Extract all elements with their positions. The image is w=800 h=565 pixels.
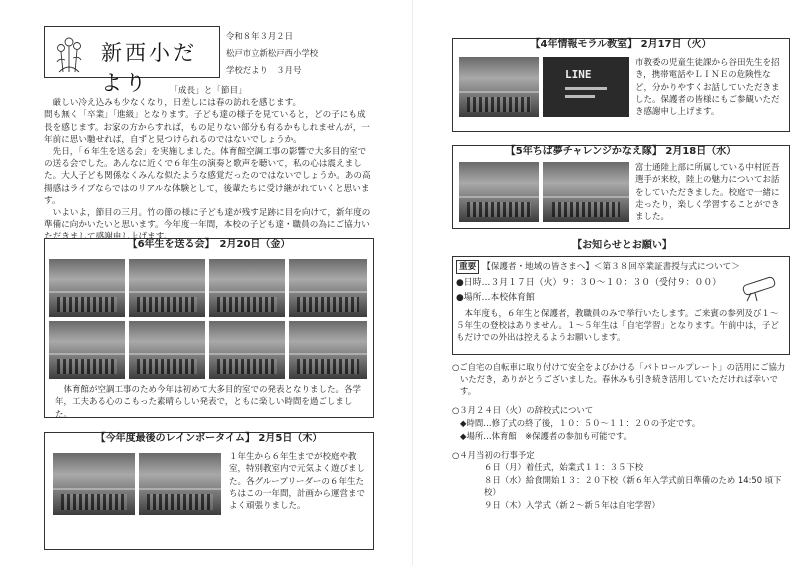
april-schedule-heading: ○４月当初の行事予定 bbox=[452, 449, 535, 460]
rainbow-photo bbox=[139, 453, 221, 515]
intro-paragraph: 先日，「６年生を送る会」を実施しました。体育館空調工事の影響で大多目的室での送る会でした。あんなに近くで６年生の演奏と歌声を聴いて，私の心は震えました。大人子ども関係なくみんな似たような感覚だったのではないでしょうか。あの高揚感はライブならではのリアルな体験として，後輩たちに受け継がれていくと思います。 bbox=[44, 147, 371, 206]
send-off-photo bbox=[129, 321, 205, 379]
challenge-caption: 富士通陸上部に所属している中村匠吾選手が来校，陸上の魅力についてお話をしていただきました。校庭で一緒に走ったり，楽しく学習することができました。 bbox=[635, 163, 780, 223]
info-moral-screen-text: LINE bbox=[565, 68, 592, 81]
intro-section bbox=[44, 85, 372, 244]
send-off-photo bbox=[289, 321, 367, 379]
graduation-heading-row bbox=[456, 260, 786, 274]
screen-line bbox=[565, 95, 595, 98]
intro-paragraph: 間も無く「卒業」「進級」となります。子ども達の様子を見ていると，どの子にも成長を感じます。お家の方からすれば，もの足りない部分も有るかもしれませんが，一年前に思い馳せれば，自ずと見つけられるのではないでしょうか。 bbox=[44, 110, 370, 145]
send-off-photo bbox=[129, 259, 205, 317]
newsletter-meta bbox=[226, 28, 318, 79]
info-moral-section bbox=[452, 38, 790, 132]
rainbow-photo bbox=[53, 453, 135, 515]
send-off-title: 【6年生を送る会】 2月20日（金） bbox=[127, 239, 291, 250]
issue-number: 学校だより ３月号 bbox=[226, 65, 302, 75]
april-schedule-item: ６日（月）着任式，始業式１１：３５下校 bbox=[484, 462, 644, 473]
info-moral-photo bbox=[459, 57, 539, 117]
intro-paragraph: 厳しい冷え込みも少なくなり，日差しには春の訪れを感じます。 bbox=[52, 98, 302, 109]
notices-list bbox=[452, 362, 790, 513]
challenge-photo bbox=[459, 162, 539, 222]
challenge-title: 【5年ちば夢チャレンジかなえ隊】 2月18日（水） bbox=[505, 146, 737, 157]
closing-ceremony-place: ◆場所…体育館 ※保護者の参加も可能です。 bbox=[460, 430, 632, 441]
rainbow-title: 【今年度最後のレインボータイム】 2月5日（木） bbox=[95, 433, 323, 444]
graduation-heading: 【保護者・地域の皆さまへ】＜第３８回卒業証書授与式について＞ bbox=[482, 262, 740, 272]
important-tag: 重要 bbox=[456, 260, 479, 274]
diploma-icon bbox=[739, 275, 781, 303]
intro-paragraph: いよいよ，節目の三月。竹の節の様に子ども達が残す足跡に目を向けて，新年度の準備に向かいたいと思います。今年度一年間，本校の子ども達・職員の為にご協力い bbox=[44, 208, 371, 231]
newsletter-title: 新西小だより bbox=[101, 41, 197, 95]
closing-ceremony-time: ◆時間…修了式の終了後，１０：５０～１１：２０の予定です。 bbox=[460, 417, 701, 428]
graduation-body: 本年度も，６年生と保護者，教職員のみで挙行いたします。ご来賓の参列及び１～５年生の登校はありません。１～５年生は「自宅学習」となります。午前中は，子どもだけでの外出は控えるようお願いします。 bbox=[456, 309, 779, 344]
info-moral-caption: 市教委の児童生徒課から谷田先生を招き，携帯電話やＬＩＮＥの危険性など，分かりやすくお話していただきました。保護者の皆様にもご参観いただき感謝申し上げます。 bbox=[635, 58, 780, 118]
graduation-notice bbox=[452, 256, 790, 355]
right-page bbox=[452, 0, 792, 565]
send-off-photo bbox=[289, 259, 367, 317]
april-schedule-item: ９日（木）入学式（新２～新５年は自宅学習） bbox=[484, 500, 660, 511]
rainbow-section bbox=[44, 432, 374, 550]
page-fold bbox=[412, 0, 413, 565]
info-moral-title: 【4年情報モラル教室】 2月17日（火） bbox=[530, 39, 712, 50]
challenge-section bbox=[452, 145, 790, 229]
flower-icon bbox=[53, 32, 85, 74]
notices-title: 【お知らせとお願い】 bbox=[572, 240, 672, 251]
rainbow-caption: １年生から６年生までが校庭や教室，特別教室内で元気よく遊びました。各グループリーダーの６年生たちはこの一年間，計画から運営までよく頑張りました。 bbox=[229, 452, 366, 512]
info-moral-screen-photo bbox=[543, 57, 629, 117]
send-off-photo bbox=[209, 321, 285, 379]
send-off-section bbox=[44, 238, 374, 418]
send-off-photo bbox=[49, 259, 125, 317]
challenge-photo bbox=[543, 162, 629, 222]
graduation-place: ●場所…本校体育館 bbox=[456, 293, 535, 303]
patrol-plate-notice: ○ご自宅の自転車に取り付けて安全をよびかける「パトロールプレート」の活用にご協力いただき，ありがとうございました。春休みも引き続き活用していただければ幸いです。 bbox=[452, 362, 786, 396]
left-page bbox=[40, 0, 372, 565]
send-off-caption: 体育館が空調工事のため今年は初めて大多目的室での発表となりました。各学年，工夫ある心のこもった素晴らしい発表で，ともに楽しい時間を過ごしました。 bbox=[55, 385, 362, 420]
issue-date: 令和８年３月２日 bbox=[226, 31, 293, 41]
send-off-photo bbox=[209, 259, 285, 317]
screen-line bbox=[565, 87, 607, 90]
school-name: 松戸市立新松戸西小学校 bbox=[226, 48, 319, 58]
intro-heading: 「成長」と「節目」 bbox=[169, 86, 247, 96]
graduation-datetime: ●日時…３月１７日（火）９：３０～１０：３０（受付９：００） bbox=[456, 278, 722, 288]
closing-ceremony-heading: ○３月２４日（火）の辞校式について bbox=[452, 404, 594, 415]
april-schedule-item: ８日（水）給食開始１３：２０下校（新６年入学式前日準備のため 14:50 頃下校） bbox=[484, 475, 782, 498]
send-off-photo bbox=[49, 321, 125, 379]
